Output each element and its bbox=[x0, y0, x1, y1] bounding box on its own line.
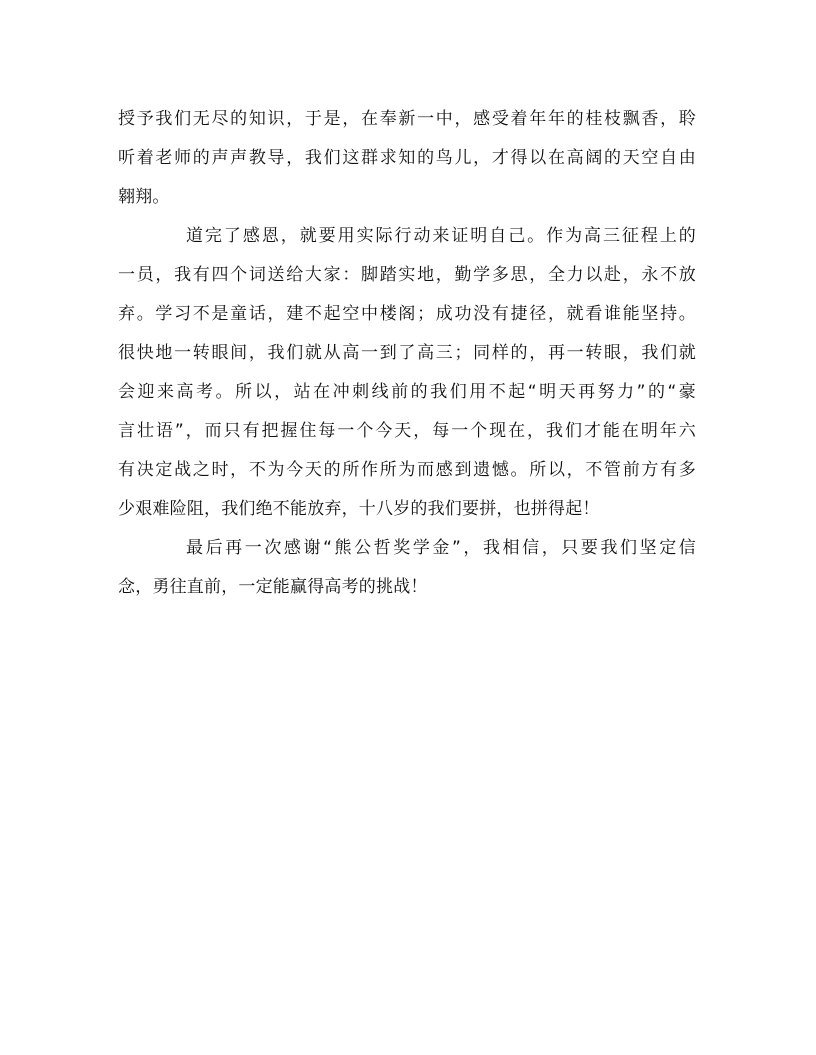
text-line: 很快地一转眼间，我们就从高一到了高三；同样的，再一转眼，我们就 bbox=[118, 343, 696, 363]
paragraph-3 bbox=[118, 529, 696, 607]
paragraph-2 bbox=[118, 217, 696, 529]
paragraph-1 bbox=[118, 100, 696, 217]
text-line: 念，勇往直前，一定能赢得高考的挑战！ bbox=[118, 577, 428, 597]
text-line: 一员，我有四个词送给大家：脚踏实地，勤学多思，全力以赴，永不放 bbox=[118, 265, 696, 285]
text-line: 弃。学习不是童话，建不起空中楼阁；成功没有捷径，就看谁能坚持。 bbox=[118, 304, 696, 324]
text-line: 会迎来高考。所以，站在冲刺线前的我们用不起“明天再努力”的“豪 bbox=[118, 382, 696, 402]
document-body bbox=[118, 100, 696, 607]
text-line: 听着老师的声声教导，我们这群求知的鸟儿，才得以在高阔的天空自由 bbox=[118, 148, 696, 168]
text-line: 道完了感恩，就要用实际行动来证明自己。作为高三征程上的 bbox=[186, 226, 696, 246]
text-line: 有决定战之时，不为今天的所作所为而感到遗憾。所以，不管前方有多 bbox=[118, 460, 696, 480]
text-line: 最后再一次感谢“熊公哲奖学金”，我相信，只要我们坚定信 bbox=[186, 538, 696, 558]
text-line: 授予我们无尽的知识，于是，在奉新一中，感受着年年的桂枝飘香，聆 bbox=[118, 109, 696, 129]
text-line: 少艰难险阻，我们绝不能放弃，十八岁的我们要拼，也拼得起！ bbox=[118, 499, 600, 519]
text-line: 言壮语”，而只有把握住每一个今天，每一个现在，我们才能在明年六 bbox=[118, 421, 696, 441]
text-line: 翱翔。 bbox=[118, 187, 170, 207]
